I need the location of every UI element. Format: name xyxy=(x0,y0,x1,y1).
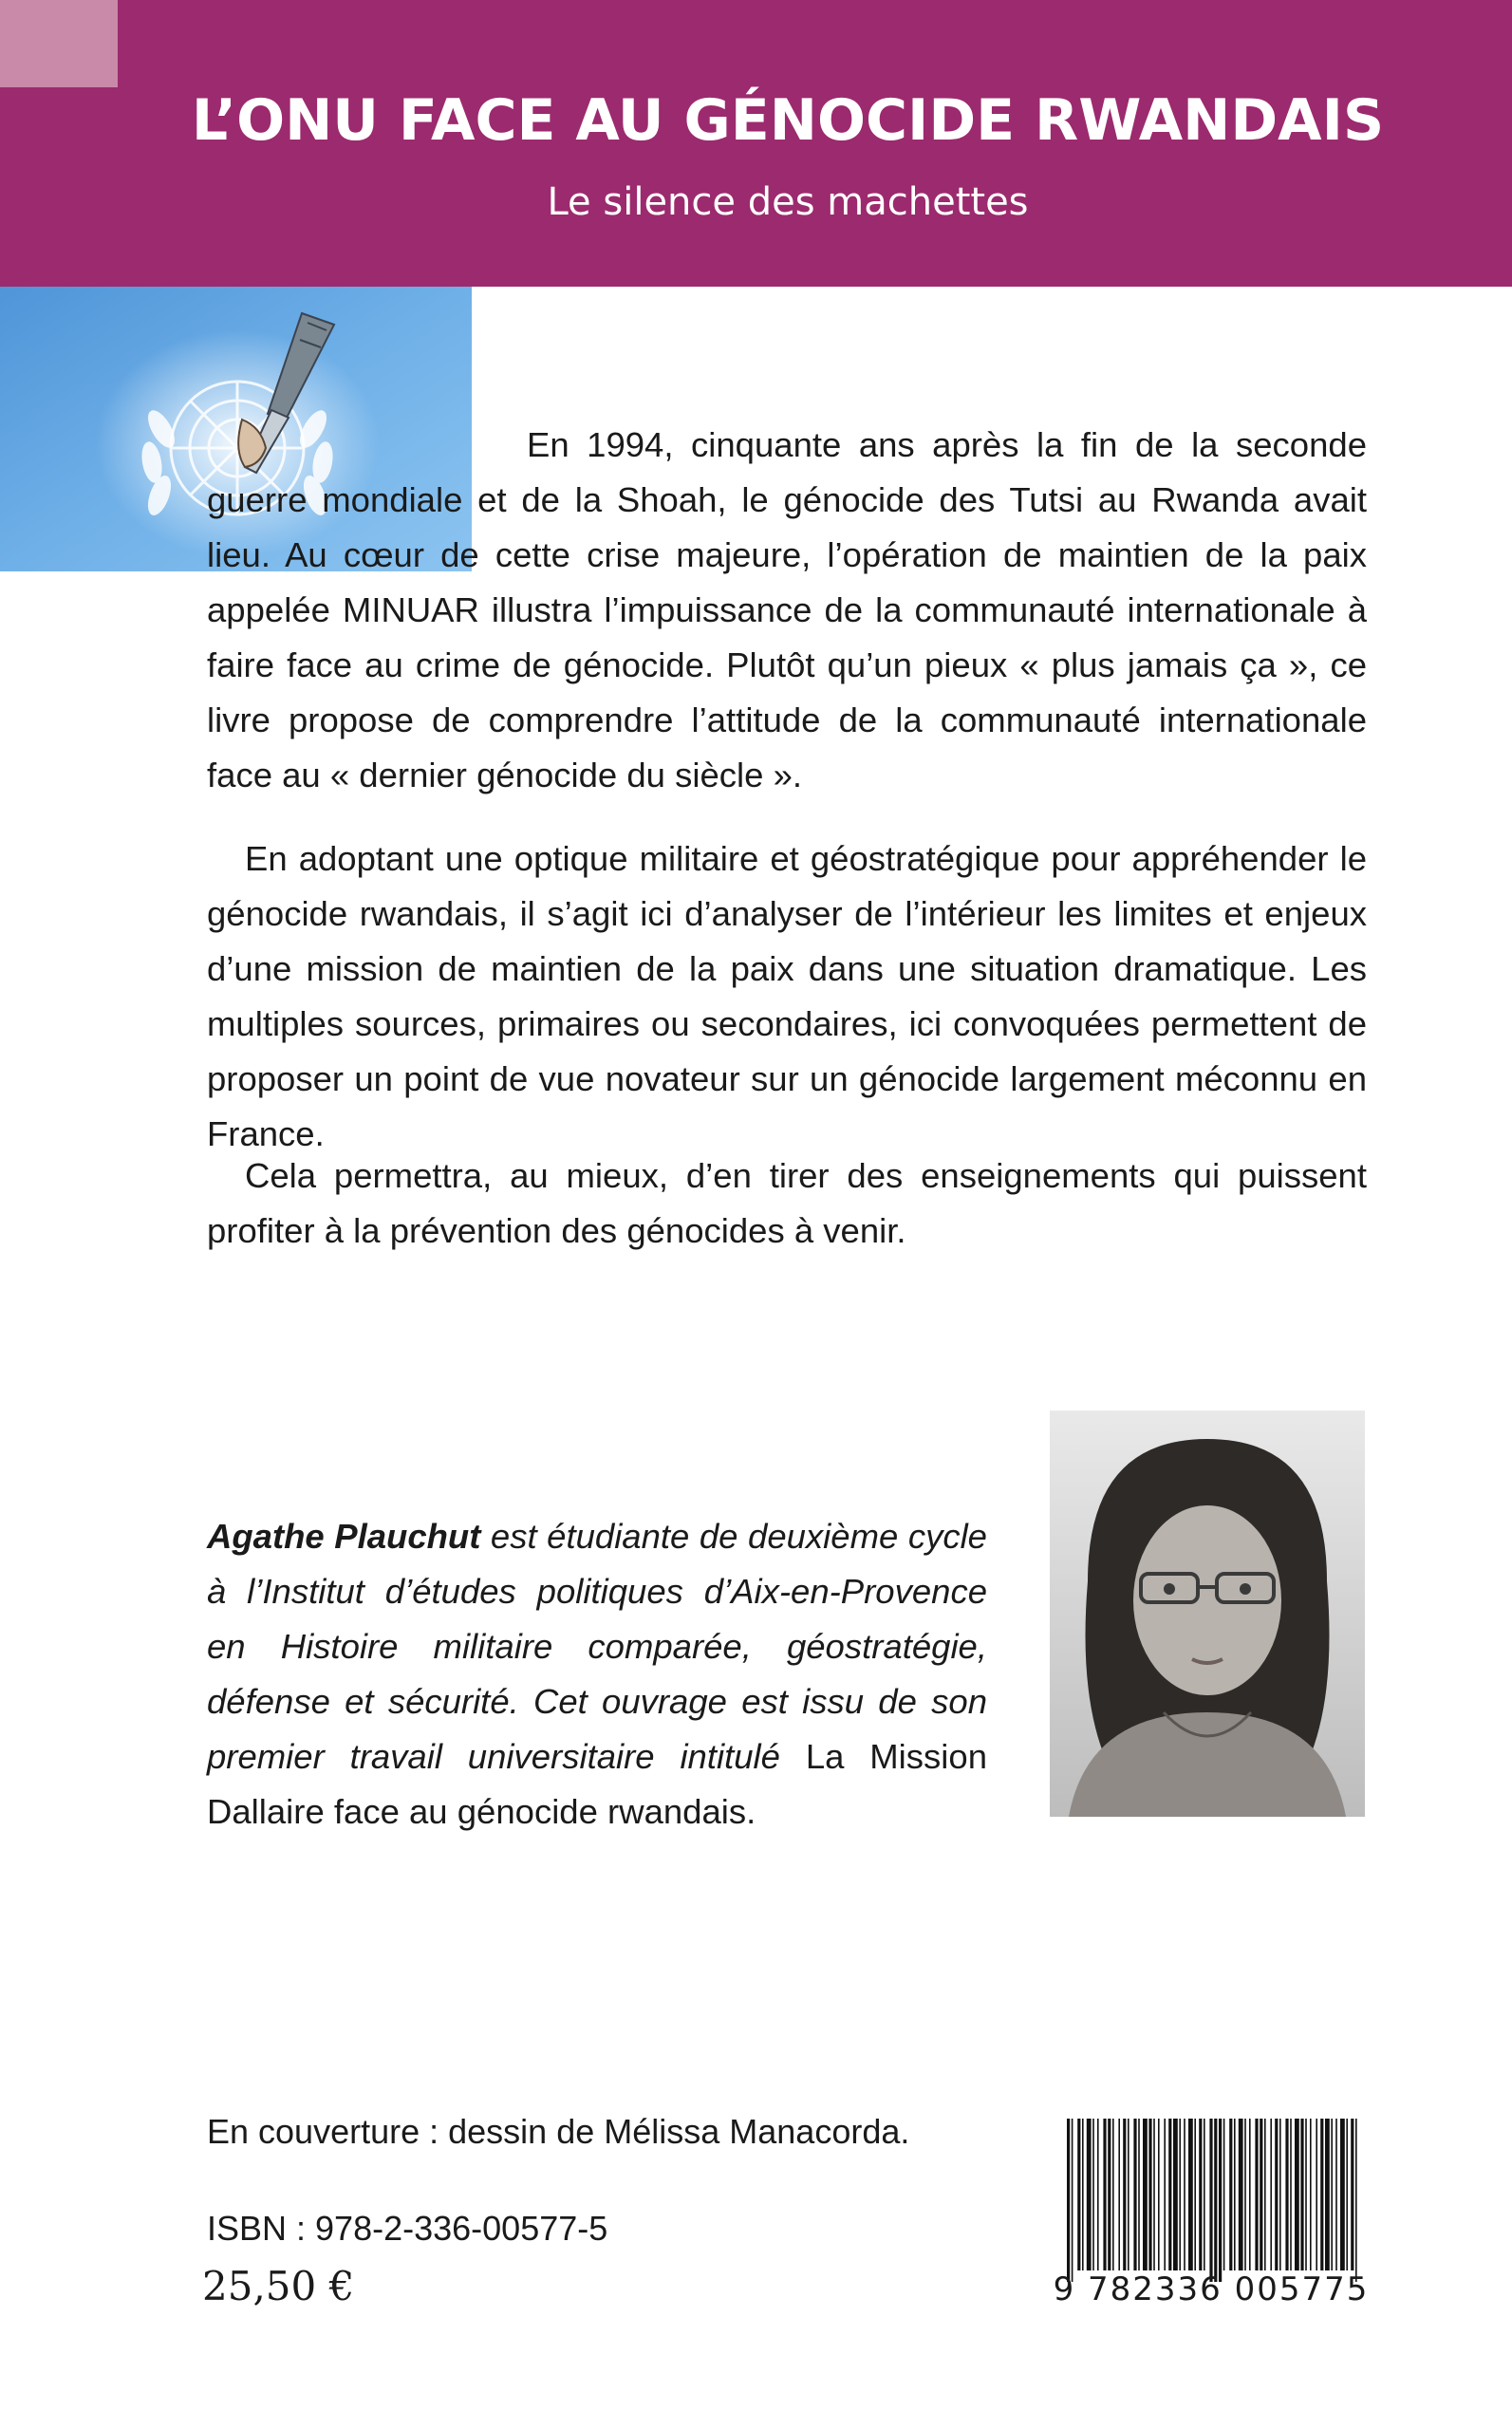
cover-credit: En couverture : dessin de Mélissa Manacorda. xyxy=(207,2112,910,2151)
author-photo xyxy=(1050,1411,1365,1817)
book-title: L’ONU FACE AU GÉNOCIDE RWANDAIS xyxy=(191,87,1385,154)
author-bio xyxy=(207,1509,987,1840)
summary-paragraph-1: En 1994, cinquante ans après la fin de la seconde guerre mondiale et de la Shoah, le génocide des Tutsi au Rwanda avait lieu. Au cœur de cette crise majeure, l’opération de maintien de la paix appelée MINUAR illustra l’impuissance de la communauté internationale à faire face au crime de génocide. Plutôt qu’un pieux « plus jamais ça », ce livre propose de comprendre l’attitude de la communauté internationale face au « dernier génocide du siècle ». xyxy=(207,425,1367,794)
author-name: Agathe Plauchut xyxy=(207,1517,481,1556)
summary-paragraph-3: Cela permettra, au mieux, d’en tirer des enseignements qui puissent profiter à la prévention des génocides à venir. xyxy=(207,1156,1367,1250)
summary-paragraph-2: En adoptant une optique militaire et géostratégique pour appréhender le génocide rwandais, il s’agit ici d’analyser de l’intérieur les limites et enjeux d’une mission de maintien de la paix dans une situation dramatique. Les multiples sources, primaires ou secondaires, ici convoquées permettent de proposer un point de vue novateur sur un génocide largement méconnu en France. xyxy=(207,839,1367,1153)
thesis-title: La Mission Dallaire face au génocide rwandais. xyxy=(207,1737,987,1831)
price: 25,50 € xyxy=(202,2263,355,2309)
header-corner-block xyxy=(0,0,118,87)
book-subtitle: Le silence des machettes xyxy=(547,180,1029,224)
author-bio-text: est étudiante de deuxième cycle à l’Institut d’études politiques d’Aix-en-Provence en Histoire militaire comparée, géostratégie, défense et sécurité. Cet ouvrage est issu de son premier travail universitaire intitulé xyxy=(207,1517,987,1776)
isbn: ISBN : 978-2-336-00577-5 xyxy=(207,2209,608,2248)
barcode-digits: 9 782336 005775 xyxy=(1053,2270,1370,2308)
